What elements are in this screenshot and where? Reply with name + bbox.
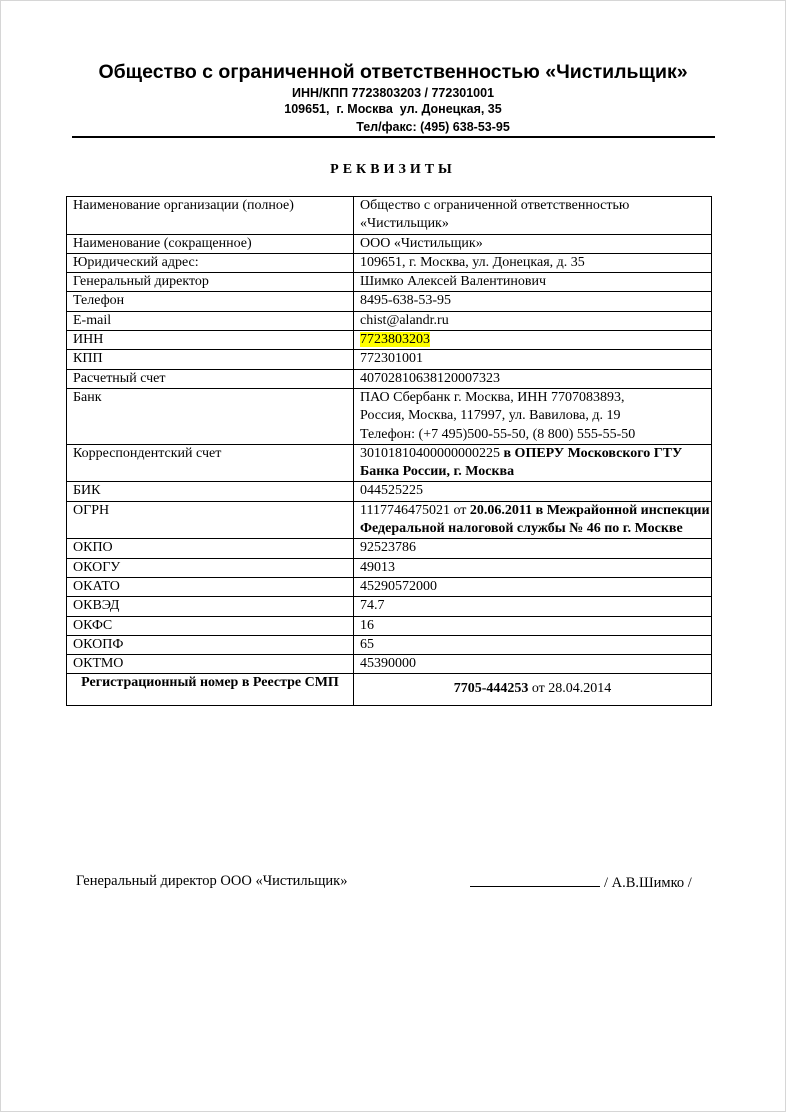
table-row — [67, 577, 712, 596]
row-value: 16 — [354, 616, 712, 635]
row-label: ОКПО — [67, 539, 354, 558]
row-label: Наименование организации (полное) — [67, 197, 354, 235]
table-row — [67, 501, 712, 539]
signature-name: / А.В.Шимко / — [604, 875, 692, 891]
table-row — [67, 482, 712, 501]
signature-position: Генеральный директор ООО «Чистильщик» — [76, 873, 348, 889]
table-row — [67, 616, 712, 635]
row-label: ОКВЭД — [67, 597, 354, 616]
table-row — [67, 234, 712, 253]
table-row — [67, 311, 712, 330]
table-row — [67, 331, 712, 350]
row-value: 8495-638-53-95 — [354, 292, 712, 311]
row-value: 40702810638120007323 — [354, 369, 712, 388]
ogrn-details: 20.06.2011 в Межрайонной инспекции Федеральной налоговой службы № 46 по г. Москве — [360, 502, 710, 537]
row-label: Регистрационный номер в Реестре СМП — [67, 674, 354, 705]
corr-account-bank: в ОПЕРУ Московского ГТУ Банка России, г. Москва — [360, 445, 683, 480]
table-row — [67, 558, 712, 577]
row-label: ОКОГУ — [67, 558, 354, 577]
row-label: Телефон — [67, 292, 354, 311]
table-row — [67, 655, 712, 674]
ogrn-number: 1117746475021 — [360, 502, 450, 518]
signature-block — [470, 872, 692, 892]
bank-line: Россия, Москва, 117997, ул. Вавилова, д. 19 — [360, 408, 621, 424]
row-value: Общество с ограниченной ответственностью «Чистильщик» — [354, 197, 712, 235]
row-value — [354, 388, 712, 444]
registry-number: 7705-444253 — [453, 681, 529, 697]
row-label: БИК — [67, 482, 354, 501]
table-row — [67, 253, 712, 272]
table-row — [67, 292, 712, 311]
table-row — [67, 597, 712, 616]
table-row — [67, 674, 712, 705]
corr-account-number: 30101810400000000225 — [360, 445, 500, 461]
document-heading: РЕКВИЗИТЫ — [330, 162, 456, 177]
row-label: КПП — [67, 350, 354, 369]
row-label: Генеральный директор — [67, 273, 354, 292]
header-address: 109651, г. Москва ул. Донецкая, 35 — [284, 102, 502, 116]
bank-line: Телефон: (+7 495)500-55-50, (8 800) 555-55-50 — [360, 426, 636, 442]
requisites-table — [66, 196, 712, 706]
row-label: Банк — [67, 388, 354, 444]
bank-line: ПАО Сбербанк г. Москва, ИНН 7707083893, — [360, 389, 625, 405]
header-divider — [72, 136, 715, 138]
table-row — [67, 350, 712, 369]
row-label: ОГРН — [67, 501, 354, 539]
table-row — [67, 635, 712, 654]
table-row — [67, 539, 712, 558]
row-label: Расчетный счет — [67, 369, 354, 388]
row-label: Юридический адрес: — [67, 253, 354, 272]
row-value: 45390000 — [354, 655, 712, 674]
row-value: 74.7 — [354, 597, 712, 616]
signature-line — [470, 872, 600, 887]
row-value: 92523786 — [354, 539, 712, 558]
row-value: 772301001 — [354, 350, 712, 369]
row-value: 45290572000 — [354, 577, 712, 596]
row-label: ОКАТО — [67, 577, 354, 596]
row-label: Наименование (сокращенное) — [67, 234, 354, 253]
row-value: 49013 — [354, 558, 712, 577]
row-label: Корреспондентский счет — [67, 444, 354, 482]
row-value — [354, 444, 712, 482]
row-value: 044525225 — [354, 482, 712, 501]
ogrn-from: от — [453, 502, 467, 518]
row-value: 65 — [354, 635, 712, 654]
table-row — [67, 369, 712, 388]
row-value: 109651, г. Москва, ул. Донецкая, д. 35 — [354, 253, 712, 272]
table-row — [67, 197, 712, 235]
row-value — [354, 674, 712, 705]
row-value: Шимко Алексей Валентинович — [354, 273, 712, 292]
row-label: ИНН — [67, 331, 354, 350]
row-label: ОКТМО — [67, 655, 354, 674]
row-value — [354, 501, 712, 539]
header-phone-fax: Тел/факс: (495) 638-53-95 — [356, 120, 510, 134]
table-row — [67, 444, 712, 482]
table-row — [67, 388, 712, 444]
inn-highlight: 7723803203 — [360, 332, 430, 348]
row-label: ОКФС — [67, 616, 354, 635]
row-label: E-mail — [67, 311, 354, 330]
header-inn-kpp: ИНН/КПП 7723803203 / 772301001 — [291, 86, 495, 100]
registry-date: от 28.04.2014 — [531, 681, 612, 697]
row-value: ООО «Чистильщик» — [354, 234, 712, 253]
table-row — [67, 273, 712, 292]
row-value: chist@alandr.ru — [354, 311, 712, 330]
row-label: ОКОПФ — [67, 635, 354, 654]
organization-title: Общество с ограниченной ответственностью «Чистильщик» — [98, 61, 688, 83]
row-value — [354, 331, 712, 350]
